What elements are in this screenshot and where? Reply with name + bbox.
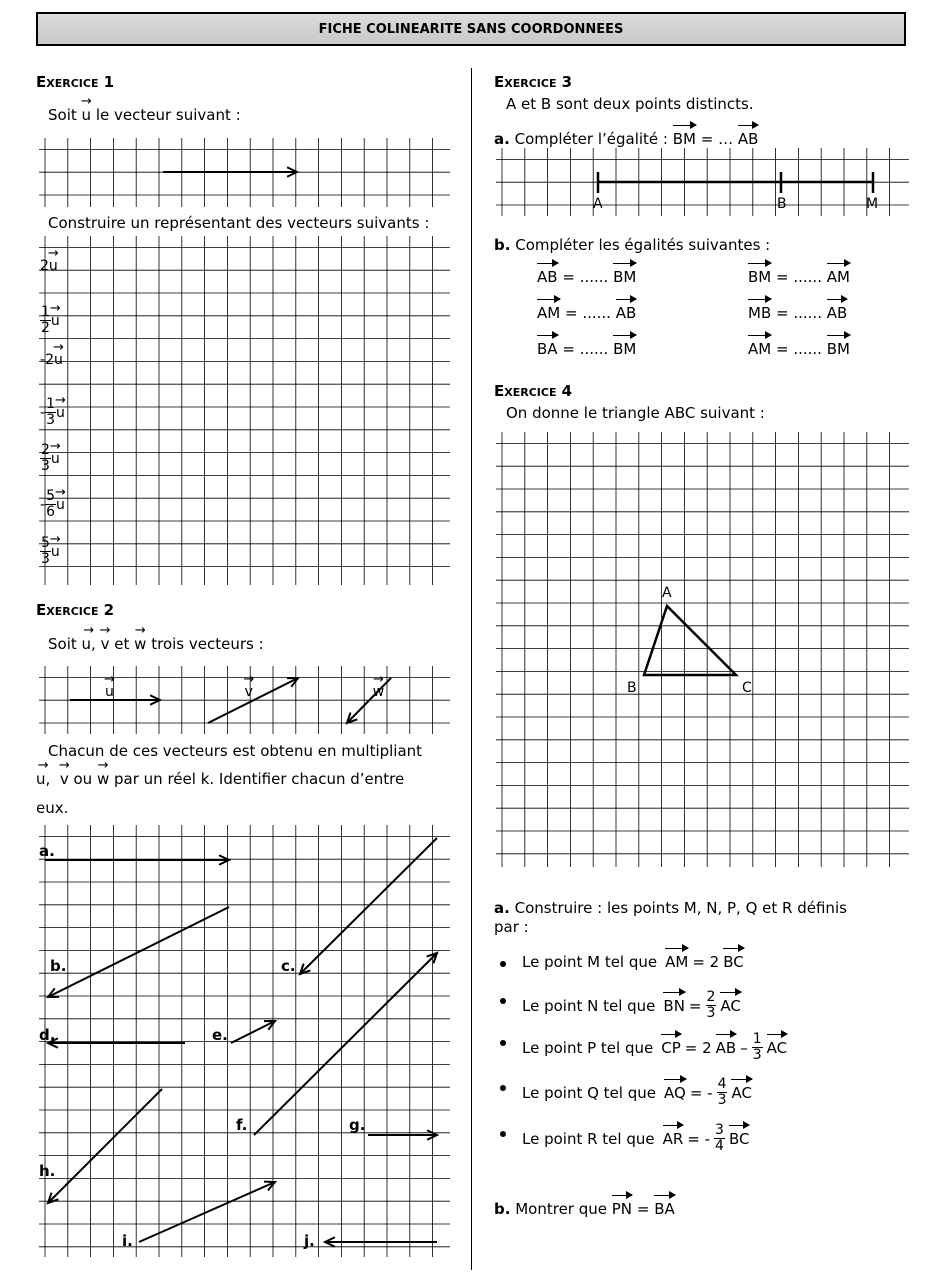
ex1-label-num: 2 — [41, 442, 50, 458]
ex4-bullet-lhs: AQ — [664, 1083, 686, 1102]
ex3-eq-lhs: MB — [748, 304, 772, 322]
ex4-bullet-fd: 3 — [706, 1005, 716, 1021]
ex4-bullet-0 — [522, 953, 744, 971]
ex4-title: Exercice 4 — [494, 382, 573, 400]
ex3-eq-rhs: BM — [613, 268, 637, 286]
ex1-label-6 — [40, 536, 60, 567]
ex1-label-vec: → u — [54, 352, 63, 368]
ex4-bullet-lhs: CP — [661, 1038, 681, 1057]
ex3-eq-lhs: AB — [537, 268, 558, 286]
ex4-bullet-fn: 1 — [752, 1031, 762, 1047]
ex3-eq-rhs: AM — [826, 268, 850, 286]
ex4-bullet-3 — [522, 1077, 752, 1108]
ex4-bullet-4 — [522, 1123, 749, 1154]
ex2-intro-pre: Soit — [48, 635, 77, 653]
ex3-eq-lhs: AM — [748, 340, 772, 358]
ex3-equality-1 — [748, 268, 850, 286]
ex4-qa-text: Construire : les points M, N, P, Q et R définis — [514, 899, 847, 917]
ex4-bullet-frac — [714, 1123, 725, 1154]
ex4-bullet-pre: Le point R tel que — [522, 1129, 655, 1148]
ex3-qa — [494, 130, 758, 148]
ex4-bullet-pre: Le point P tel que — [522, 1038, 654, 1057]
ex3-eq-op: = ...... — [775, 340, 822, 358]
ex4-bullet-eq: = 2 — [684, 1038, 712, 1057]
ex3-qa-rhs: AB — [737, 130, 759, 148]
ex4-bullet-rhs: AC — [720, 996, 741, 1015]
ex2-letter-4: e. — [212, 1026, 228, 1044]
ex4-bullet-fd: 3 — [752, 1047, 762, 1063]
ex2-letter-7: h. — [39, 1162, 56, 1180]
ex2-text3: eux. — [36, 799, 69, 817]
ex3-eq-lhs: BA — [537, 340, 558, 358]
ex4-qb-lhs: PN — [611, 1200, 633, 1218]
ex2-text2-v: → v — [60, 770, 69, 788]
ex3-eq-lhs: AM — [537, 304, 561, 322]
ex1-label-0 — [40, 258, 58, 274]
ex3-eq-lhs: BM — [748, 268, 772, 286]
ex2-vector-e — [231, 1021, 275, 1043]
ex4-qb-text: Montrer que — [515, 1200, 607, 1218]
ex1-intro-post: le vecteur suivant : — [95, 106, 241, 124]
ex4-point-b: B — [627, 680, 637, 696]
ex1-label-num: 1 — [41, 304, 50, 320]
ex2-label-v: → v — [245, 684, 253, 700]
ex2-intro-u: → u, — [82, 635, 96, 653]
ex3-qa-mid: = … — [700, 130, 734, 148]
ex3-eq-rhs: AB — [826, 304, 848, 322]
ex3-point-m: M — [866, 196, 879, 212]
ex1-title: Exercice 1 — [36, 73, 115, 91]
ex2-title: Exercice 2 — [36, 601, 115, 619]
ex3-equality-2 — [537, 304, 636, 322]
ex4-bullet-minus: – — [740, 1038, 748, 1057]
ex4-bullet-rhs: AC — [766, 1038, 788, 1057]
ex3-qb — [494, 236, 770, 254]
ex4-bullet-fn: 4 — [717, 1076, 727, 1092]
ex2-vector-h — [48, 1089, 162, 1203]
ex2-label-w: → w — [373, 684, 384, 700]
ex4-bullet-fn: 2 — [706, 989, 716, 1005]
ex3-eq-op: = ...... — [562, 268, 609, 286]
ex1-intro-pre: Soit — [48, 106, 77, 124]
ex4-bullet-frac — [752, 1032, 763, 1063]
ex4-bullet-pre: Le point Q tel que — [522, 1083, 656, 1102]
ex4-point-c: C — [742, 680, 752, 696]
ex1-label-num: 5 — [41, 535, 50, 551]
ex3-eq-rhs: AB — [615, 304, 637, 322]
ex3-qb-label: b. — [494, 236, 511, 254]
ex1-label-den: 3 — [46, 412, 55, 428]
ex2-intro-post: trois vecteurs : — [151, 635, 264, 653]
ex2-text2-u: → u, — [36, 770, 50, 788]
ex3-qa-label: a. — [494, 130, 510, 148]
ex3-eq-op: = ...... — [564, 304, 611, 322]
ex1-label-num: 2 — [45, 352, 54, 368]
ex1-label-den: 3 — [41, 551, 50, 567]
ex2-letter-6: g. — [349, 1116, 366, 1134]
ex1-label-den: 3 — [41, 458, 50, 474]
ex4-triangle-abc — [644, 606, 736, 675]
ex2-intro-v: → v — [101, 635, 110, 653]
ex2-letter-8: i. — [122, 1232, 133, 1250]
ex4-qa-text2: par : — [494, 918, 529, 936]
ex3-qa-text: Compléter l’égalité : — [514, 130, 668, 148]
ex1-label-sign: - — [40, 352, 46, 368]
ex2-text2-ou: ou — [73, 770, 93, 788]
ex2-letter-2: c. — [281, 957, 296, 975]
ex3-eq-op: = ...... — [776, 304, 822, 322]
ex1-label-vec: → u — [51, 451, 60, 467]
ex3-point-a: A — [593, 196, 603, 212]
ex3-eq-op: = ...... — [562, 340, 609, 358]
ex1-label-sign: - — [40, 404, 46, 421]
ex4-bullet-lhs: BN — [663, 996, 685, 1015]
ex4-qb-rhs: BA — [654, 1200, 675, 1218]
ex1-intro-vec: → u — [82, 106, 92, 124]
ex4-bullet-pre: Le point M tel que — [522, 953, 658, 971]
ex1-label-1 — [40, 305, 60, 336]
ex3-qa-lhs: BM — [672, 130, 696, 148]
ex1-label-vec: → u — [49, 258, 58, 274]
ex4-qa-label: a. — [494, 899, 510, 917]
ex4-bullet-eq: = — [688, 996, 702, 1015]
ex2-intro — [48, 635, 264, 653]
ex4-bullet-lhs: AM — [665, 953, 689, 971]
ex1-label-num: 2 — [40, 258, 49, 274]
ex4-bullet-1 — [522, 990, 741, 1021]
ex1-label-sign: - — [40, 496, 46, 513]
ex2-letter-3: d. — [39, 1026, 56, 1044]
ex3-eq-rhs: BM — [826, 340, 850, 358]
ex4-bullet-fd: 4 — [715, 1138, 724, 1154]
ex2-letter-9: j. — [304, 1232, 315, 1250]
ex2-label-u: → u — [105, 684, 114, 700]
ex1-label-vec: → u — [51, 313, 60, 329]
ex4-bullet-rhs: BC — [723, 953, 744, 971]
ex3-intro: A et B sont deux points distincts. — [506, 95, 754, 113]
ex4-bullet-2 — [522, 1032, 787, 1063]
ex1-label-3 — [40, 397, 65, 428]
ex4-bullet-mid: AB — [715, 1038, 737, 1057]
ex2-vector-b — [48, 907, 229, 997]
ex2-text1: Chacun de ces vecteurs est obtenu en multipliant — [48, 742, 423, 760]
ex1-label-4 — [40, 443, 60, 474]
ex4-bullet-eq: = - — [687, 1129, 711, 1148]
ex4-bullet-eq: = - — [689, 1083, 713, 1102]
ex2-intro-w: → w — [134, 635, 146, 653]
ex2-text2 — [36, 770, 404, 788]
ex3-qb-text: Compléter les égalités suivantes : — [515, 236, 771, 254]
ex3-eq-rhs: BM — [613, 340, 637, 358]
ex2-letter-5: f. — [236, 1116, 248, 1134]
ex1-construct-text: Construire un représentant des vecteurs suivants : — [48, 214, 430, 232]
ex4-bullet-pre: Le point N tel que — [522, 996, 656, 1015]
ex4-qa — [494, 899, 847, 917]
ex2-letter-1: b. — [50, 957, 67, 975]
ex2-letter-0: a. — [39, 842, 55, 860]
ex4-bullet-frac — [706, 990, 717, 1021]
ex1-label-num: 5 — [46, 488, 55, 504]
ex4-bullet-rhs: BC — [728, 1129, 750, 1148]
ex4-qb — [494, 1200, 675, 1218]
ex1-label-5 — [40, 489, 65, 520]
ex4-bullet-lhs: AR — [662, 1129, 684, 1148]
ex4-bullet-frac — [717, 1077, 728, 1108]
ex3-equality-3 — [748, 304, 847, 322]
ex4-intro: On donne le triangle ABC suivant : — [506, 404, 765, 422]
ex3-equality-5 — [748, 340, 850, 358]
ex2-text2-w: → w — [97, 770, 109, 788]
ex4-qb-label: b. — [494, 1200, 511, 1218]
ex3-equality-0 — [537, 268, 636, 286]
ex1-label-2 — [40, 352, 63, 368]
ex4-bullet-fn: 3 — [715, 1122, 724, 1138]
ex2-vector-c — [300, 838, 437, 974]
ex4-qb-eq: = — [636, 1200, 650, 1218]
ex1-label-num: 1 — [46, 396, 55, 412]
ex1-label-den: 2 — [41, 320, 50, 336]
ex2-text2-post: par un réel k. Identifier chacun d’entre — [114, 770, 405, 788]
ex1-label-vec: → u — [51, 544, 60, 560]
ex1-label-vec: → u — [56, 405, 65, 421]
ex1-label-den: 6 — [46, 504, 55, 520]
ex3-eq-op: = ...... — [776, 268, 822, 286]
ex3-title: Exercice 3 — [494, 73, 573, 91]
ex1-label-vec: → u — [56, 497, 65, 513]
page-title: FICHE COLINEARITE SANS COORDONNEES — [318, 21, 624, 37]
ex4-bullet-rhs: AC — [731, 1083, 752, 1102]
ex4-bullet-eq: = 2 — [692, 953, 720, 971]
ex3-equality-4 — [537, 340, 636, 358]
ex3-point-b: B — [777, 196, 787, 212]
ex4-bullet-fd: 3 — [717, 1092, 727, 1108]
ex4-point-a: A — [662, 585, 672, 601]
ex2-intro-and: et — [114, 635, 130, 653]
